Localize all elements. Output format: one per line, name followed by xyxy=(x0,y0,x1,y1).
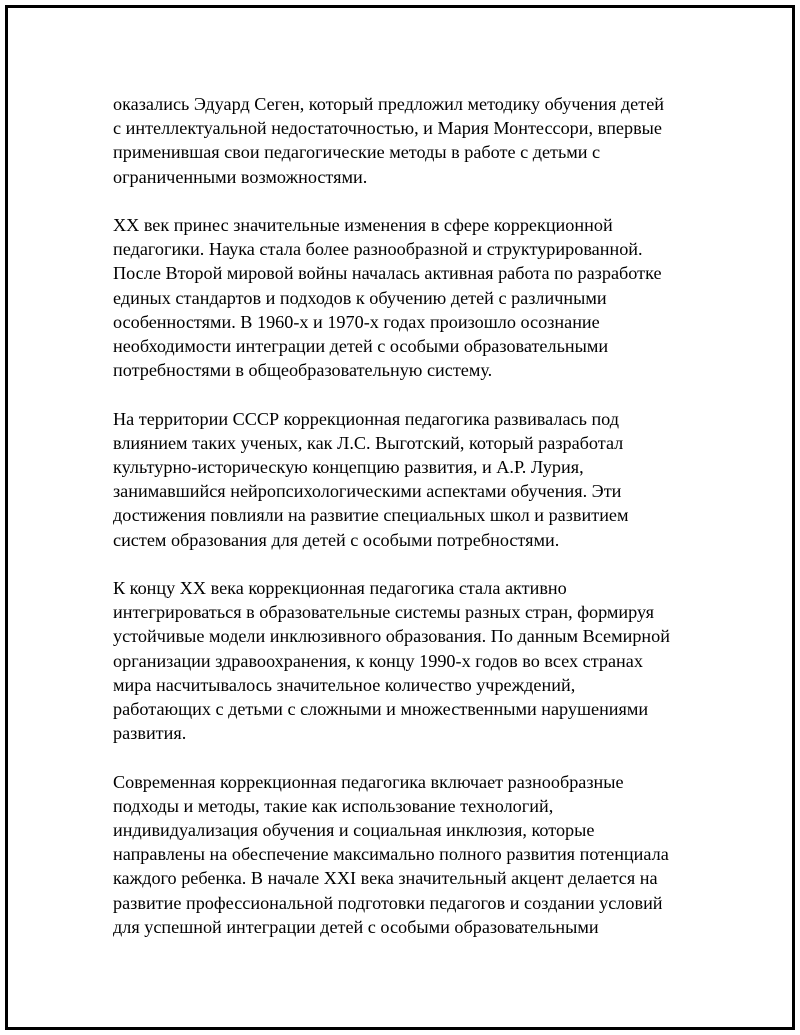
text-line: оказались Эдуард Сеген, который предложил методику обучения детей xyxy=(113,94,665,114)
text-line: для успешной интеграции детей с особыми образовательными xyxy=(113,916,599,937)
paragraph-ussr xyxy=(113,407,713,552)
text-line: единых стандартов и подходов к обучению детей с различными xyxy=(113,287,607,308)
text-line: достижения повлияли на развитие специальных школ и развитием xyxy=(113,505,629,526)
paragraph-twentieth-century xyxy=(113,213,713,382)
text-line: потребностями в общеобразовательную систему. xyxy=(113,360,493,381)
text-line: организации здравоохранения, к концу 1990-х годов во всех странах xyxy=(113,650,643,671)
text-line: с интеллектуальной недостаточностью, и Мария Монтессори, впервые xyxy=(113,118,662,139)
document-body xyxy=(113,92,713,939)
text-line: направлены на обеспечение максимально полного развития потенциала xyxy=(113,844,669,865)
text-line: культурно-историческую концепцию развития, и А.Р. Лурия, xyxy=(113,457,584,478)
text-line: ограниченными возможностями. xyxy=(113,166,368,187)
text-line: интегрироваться в образовательные системы разных стран, формируя xyxy=(113,602,655,623)
text-line: необходимости интеграции детей с особыми образовательными xyxy=(113,336,609,357)
text-line: мира насчитывалось значительное количество учреждений, xyxy=(113,674,576,695)
text-line: После Второй мировой войны началась активная работа по разработке xyxy=(113,263,662,284)
text-line: На территории СССР коррекционная педагогика развивалась под xyxy=(113,408,620,429)
paragraph-segen-montessori xyxy=(113,92,713,189)
text-line: работающих с детьми с сложными и множественными нарушениями xyxy=(113,699,649,720)
text-line: применившая свои педагогические методы в работе с детьми с xyxy=(113,142,601,163)
text-line: систем образования для детей с особыми потребностями. xyxy=(113,529,560,550)
text-line: устойчивые модели инклюзивного образования. По данным Всемирной xyxy=(113,626,670,647)
text-line: XX век принес значительные изменения в сфере коррекционной xyxy=(113,215,613,235)
text-line: К концу XX века коррекционная педагогика стала активно xyxy=(113,578,567,599)
text-line: педагогики. Наука стала более разнообразной и структурированной. xyxy=(113,239,643,260)
text-line: занимавшийся нейропсихологическими аспектами обучения. Эти xyxy=(113,481,622,502)
text-line: развития. xyxy=(113,723,187,744)
paragraph-inclusive-education xyxy=(113,576,713,745)
text-line: подходы и методы, такие как использование технологий, xyxy=(113,795,554,816)
text-line: Современная коррекционная педагогика включает разнообразные xyxy=(113,771,624,792)
text-line: развитие профессиональной подготовки педагогов и создании условий xyxy=(113,892,663,913)
paragraph-modern-pedagogy xyxy=(113,770,713,939)
text-line: особенностями. В 1960-х и 1970-х годах произошло осознание xyxy=(113,311,600,332)
text-line: влиянием таких ученых, как Л.С. Выготский, который разработал xyxy=(113,432,624,453)
text-line: каждого ребенка. В начале XXI века значительный акцент делается на xyxy=(113,868,658,889)
text-line: индивидуализация обучения и социальная инклюзия, которые xyxy=(113,820,595,841)
